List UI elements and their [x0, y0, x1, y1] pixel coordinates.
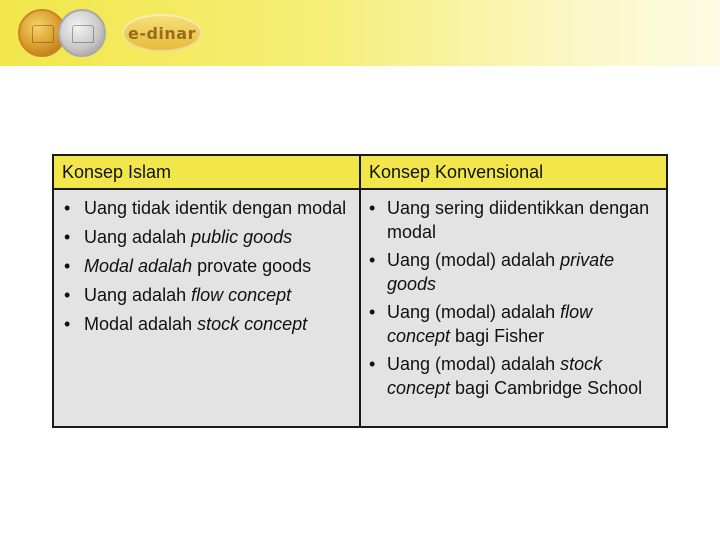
header-konsep-islam: Konsep Islam — [53, 155, 360, 189]
table-row — [53, 189, 667, 427]
table-header-row — [53, 155, 667, 189]
list-item: • Uang sering diidentikkan dengan modal — [365, 196, 660, 244]
list-konsep-islam — [58, 196, 353, 336]
list-konsep-konvensional — [365, 196, 660, 400]
silver-coin-icon — [58, 9, 106, 57]
list-item: • Modal adalah stock concept — [58, 312, 353, 336]
list-item: • Modal adalah provate goods — [58, 254, 353, 278]
comparison-table — [52, 154, 668, 428]
cell-konsep-islam — [53, 189, 360, 427]
list-item: • Uang adalah public goods — [58, 225, 353, 249]
list-item: • Uang adalah flow concept — [58, 283, 353, 307]
header-banner — [0, 0, 720, 66]
cell-konsep-konvensional — [360, 189, 667, 427]
list-item: • Uang tidak identik dengan modal — [58, 196, 353, 220]
edinar-logo — [122, 14, 202, 52]
list-item: • Uang (modal) adalah stock concept bagi Cambridge School — [365, 352, 660, 400]
list-item: • Uang (modal) adalah private goods — [365, 248, 660, 296]
logo-text: e-dinar — [127, 23, 196, 43]
header-konsep-konvensional: Konsep Konvensional — [360, 155, 667, 189]
list-item: • Uang (modal) adalah flow concept bagi Fisher — [365, 300, 660, 348]
